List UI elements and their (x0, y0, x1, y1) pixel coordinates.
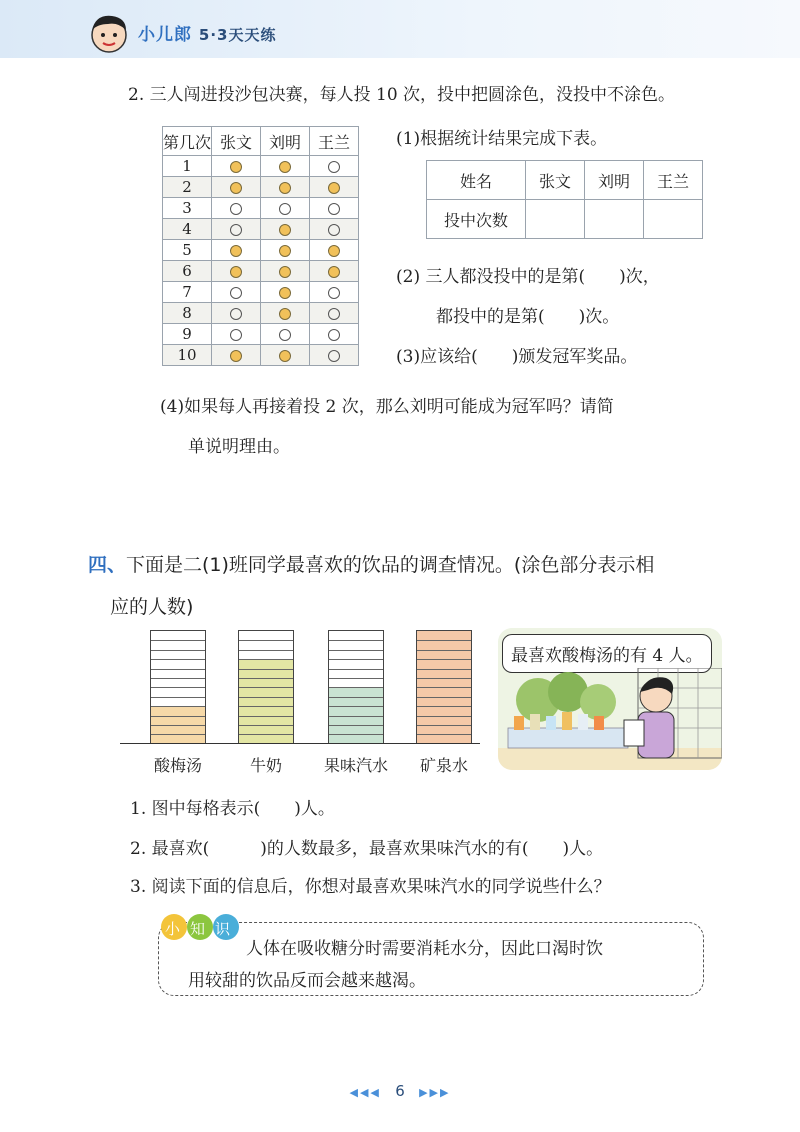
tally-cell (261, 156, 310, 177)
tally-row (163, 177, 359, 198)
tally-header: 张文 (212, 127, 261, 156)
empty-circle-icon (328, 308, 340, 320)
prev-arrows-icon: ◀◀◀ (349, 1086, 381, 1099)
filled-circle-icon (279, 308, 291, 320)
bar-cell (151, 669, 205, 678)
survey-illustration (498, 628, 722, 770)
bar-cell (151, 716, 205, 725)
tally-cell (310, 240, 359, 261)
bar-cell (239, 678, 293, 687)
kid-with-drinks-icon (498, 668, 722, 770)
tally-header: 第几次 (163, 127, 212, 156)
tally-cell (310, 198, 359, 219)
bar-cell (417, 725, 471, 734)
tally-row (163, 156, 359, 177)
q2-sub3: (3)应该给( )颁发冠军奖品。 (396, 347, 638, 367)
tally-cell (212, 303, 261, 324)
empty-circle-icon (230, 329, 242, 341)
bar-cell (151, 659, 205, 668)
tally-row (163, 219, 359, 240)
bar-cell (151, 678, 205, 687)
filled-circle-icon (279, 182, 291, 194)
bar-cell (417, 640, 471, 649)
result-table (426, 160, 703, 239)
tally-cell (310, 303, 359, 324)
empty-circle-icon (230, 224, 242, 236)
tally-cell (310, 261, 359, 282)
bar-cell (417, 659, 471, 668)
filled-circle-icon (328, 266, 340, 278)
q2-sub2a: (2) 三人都没投中的是第( )次， (396, 267, 660, 287)
empty-circle-icon (328, 224, 340, 236)
sec4-q1: 1. 图中每格表示( )人。 (130, 799, 335, 819)
attempt-number: 3 (163, 198, 212, 219)
empty-circle-icon (328, 203, 340, 215)
bar-cell (151, 687, 205, 696)
filled-circle-icon (279, 266, 291, 278)
attempt-number: 1 (163, 156, 212, 177)
drink-bar-chart (120, 624, 480, 774)
tally-cell (310, 177, 359, 198)
bar-cell (329, 716, 383, 725)
x-tick-label: 矿泉水 (419, 755, 468, 775)
filled-circle-icon (230, 245, 242, 257)
tally-row (163, 261, 359, 282)
q2-sub4a: (4)如果每人再接着投 2 次，那么刘明可能成为冠军吗？请简 (160, 397, 614, 417)
sec4-q2: 2. 最喜欢( )的人数最多，最喜欢果味汽水的有( )人。 (130, 839, 604, 859)
filled-circle-icon (328, 245, 340, 257)
bar-cell (151, 697, 205, 706)
tally-cell (261, 303, 310, 324)
filled-circle-icon (279, 161, 291, 173)
bar-cell (329, 678, 383, 687)
bar-cell (329, 631, 383, 640)
attempt-number: 2 (163, 177, 212, 198)
section4-title-line2: 应的人数) (110, 596, 194, 618)
answer-blank[interactable] (644, 200, 703, 239)
bar-cell (417, 706, 471, 715)
bar-cell (239, 650, 293, 659)
tally-cell (261, 261, 310, 282)
empty-circle-icon (230, 203, 242, 215)
result-header: 姓名 (427, 161, 526, 200)
tip-line2: 用较甜的饮品反而会越来越渴。 (188, 971, 426, 991)
bar-cell (239, 659, 293, 668)
filled-circle-icon (230, 266, 242, 278)
q2-stem: 2. 三人闯进投沙包决赛，每人投 10 次，投中把圆涂色，没投中不涂色。 (128, 85, 676, 105)
page-number: 6 (395, 1082, 405, 1100)
attempt-number: 6 (163, 261, 212, 282)
x-tick-label: 牛奶 (249, 755, 282, 775)
attempt-number: 8 (163, 303, 212, 324)
empty-circle-icon (328, 350, 340, 362)
bar-cell (151, 725, 205, 734)
attempt-number: 4 (163, 219, 212, 240)
x-tick-label: 酸梅汤 (153, 755, 202, 775)
bar-cell (239, 716, 293, 725)
tally-row (163, 240, 359, 261)
tally-cell (212, 219, 261, 240)
bar-cell (329, 725, 383, 734)
tally-table (162, 126, 359, 366)
tally-cell (212, 261, 261, 282)
bar-cell (417, 650, 471, 659)
tally-cell (212, 156, 261, 177)
tally-cell (261, 282, 310, 303)
tally-cell (261, 219, 310, 240)
q2-sub2b: 都投中的是第( )次。 (436, 307, 620, 327)
sec4-q3: 3. 阅读下面的信息后，你想对最喜欢果味汽水的同学说些什么？ (130, 877, 611, 897)
empty-circle-icon (328, 287, 340, 299)
section4-title-line1: 下面是二(1)班同学最喜欢的饮品的调查情况。(涂色部分表示相 (126, 554, 655, 576)
tally-cell (261, 324, 310, 345)
tally-cell (261, 345, 310, 366)
section4-title (88, 550, 654, 577)
bar-cell (151, 706, 205, 715)
filled-circle-icon (279, 287, 291, 299)
bar (238, 630, 294, 743)
bar-cell (239, 640, 293, 649)
result-header: 刘明 (585, 161, 644, 200)
result-header: 王兰 (644, 161, 703, 200)
speech-bubble: 最喜欢酸梅汤的有 4 人。 (502, 634, 712, 673)
tally-cell (212, 240, 261, 261)
attempt-number: 5 (163, 240, 212, 261)
tip-badge (160, 912, 241, 938)
tally-cell (310, 219, 359, 240)
filled-circle-icon (230, 350, 242, 362)
bar (150, 630, 206, 743)
tally-cell (261, 177, 310, 198)
tally-cell (310, 345, 359, 366)
bar-cell (417, 631, 471, 640)
bar-cell (417, 678, 471, 687)
bar-cell (329, 706, 383, 715)
filled-circle-icon (230, 161, 242, 173)
tally-header: 王兰 (310, 127, 359, 156)
filled-circle-icon (279, 350, 291, 362)
bar-cell (417, 687, 471, 696)
empty-circle-icon (328, 161, 340, 173)
tally-cell (212, 177, 261, 198)
bar-cell (329, 687, 383, 696)
answer-blank[interactable] (526, 200, 585, 239)
mascot-boy-icon (86, 10, 132, 56)
answer-blank[interactable] (585, 200, 644, 239)
tally-row (163, 198, 359, 219)
bar-cell (329, 640, 383, 649)
tally-cell (261, 240, 310, 261)
bar-cell (239, 669, 293, 678)
tip-line1: 人体在吸收糖分时需要消耗水分，因此口渴时饮 (246, 939, 603, 959)
section-number: 四、 (88, 554, 127, 576)
tally-cell (212, 198, 261, 219)
attempt-number: 9 (163, 324, 212, 345)
result-header: 张文 (526, 161, 585, 200)
tally-header: 刘明 (261, 127, 310, 156)
bar-cell (417, 697, 471, 706)
bar-cell (239, 687, 293, 696)
brand-title (138, 20, 277, 45)
bar-cell (239, 631, 293, 640)
tally-cell (310, 324, 359, 345)
empty-circle-icon (279, 329, 291, 341)
filled-circle-icon (279, 245, 291, 257)
filled-circle-icon (230, 182, 242, 194)
result-row-label: 投中次数 (427, 200, 526, 239)
tally-row (163, 324, 359, 345)
bar-cell (239, 706, 293, 715)
filled-circle-icon (328, 182, 340, 194)
tally-cell (261, 198, 310, 219)
x-axis (120, 743, 480, 744)
bar-cell (329, 659, 383, 668)
q2-sub4b: 单说明理由。 (188, 437, 290, 457)
tally-row (163, 282, 359, 303)
bar-cell (329, 697, 383, 706)
bar-cell (329, 669, 383, 678)
tally-cell (212, 324, 261, 345)
bar-cell (239, 725, 293, 734)
bar-cell (417, 716, 471, 725)
tally-row (163, 345, 359, 366)
empty-circle-icon (230, 308, 242, 320)
empty-circle-icon (230, 287, 242, 299)
bar-cell (329, 650, 383, 659)
bar-cell (239, 697, 293, 706)
q2-sub1: (1)根据统计结果完成下表。 (396, 129, 608, 149)
attempt-number: 10 (163, 345, 212, 366)
tally-cell (212, 282, 261, 303)
bar (328, 630, 384, 743)
empty-circle-icon (279, 203, 291, 215)
filled-circle-icon (279, 224, 291, 236)
x-tick-label: 果味汽水 (323, 755, 388, 775)
bar (416, 630, 472, 743)
tally-row (163, 303, 359, 324)
bar-cell (417, 669, 471, 678)
attempt-number: 7 (163, 282, 212, 303)
tally-cell (310, 156, 359, 177)
brand-series: 5·3天天练 (198, 26, 277, 44)
next-arrows-icon: ▶▶▶ (419, 1086, 451, 1099)
bar-cell (151, 631, 205, 640)
bar-cell (151, 650, 205, 659)
brand-name: 小儿郎 (138, 25, 192, 45)
tip-badge-label: 小知识 (165, 920, 241, 938)
empty-circle-icon (328, 329, 340, 341)
bar-cell (151, 640, 205, 649)
page-footer (0, 1082, 800, 1100)
tally-cell (310, 282, 359, 303)
tally-cell (212, 345, 261, 366)
